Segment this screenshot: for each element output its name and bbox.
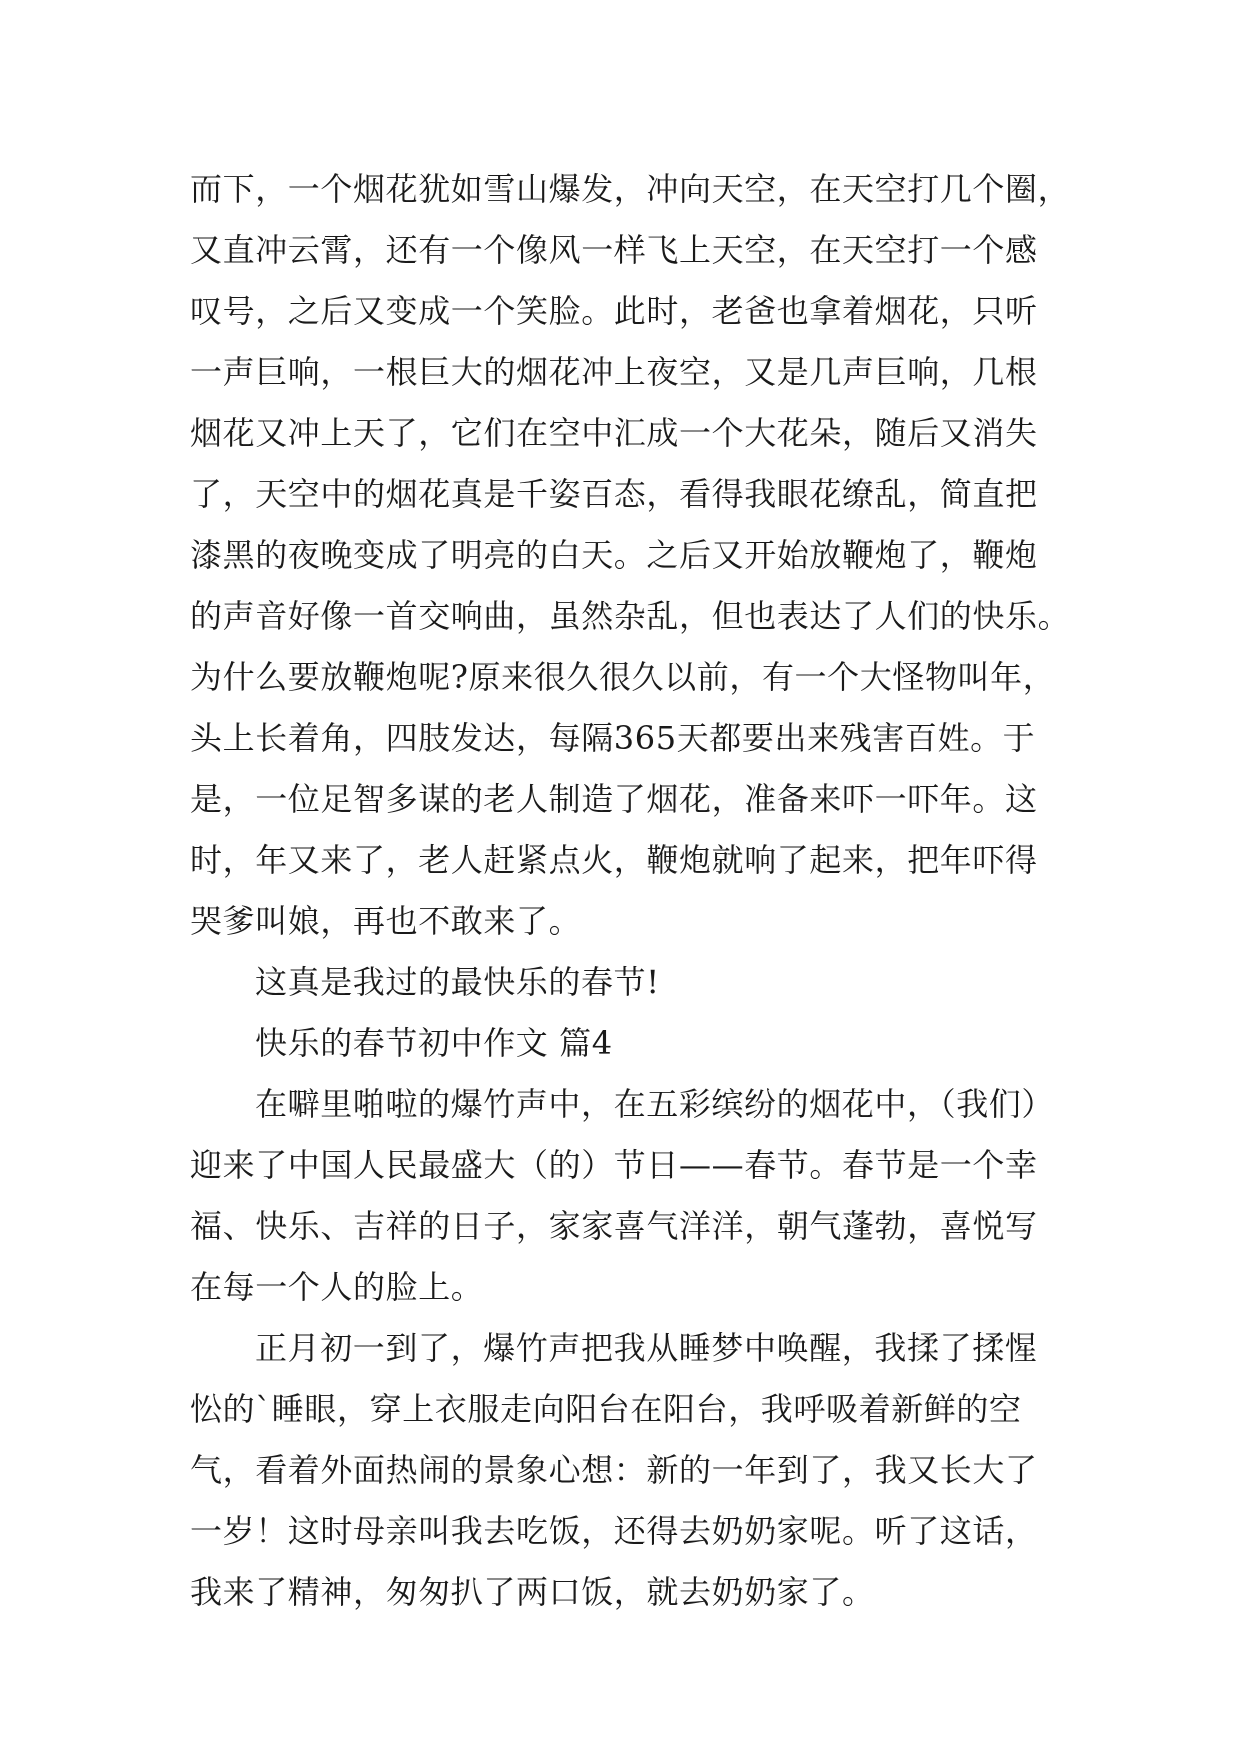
text-line: 气，看着外面热闹的景象心想：新的一年到了，我又长大了 xyxy=(190,1451,1038,1489)
text-line: 而下，一个烟花犹如雪山爆发，冲向天空，在天空打几个圈， xyxy=(190,170,1071,208)
text-line: 是，一位足智多谋的老人制造了烟花，准备来吓一吓年。这 xyxy=(190,780,1038,818)
text-line: 哭爹叫娘，再也不敢来了。 xyxy=(190,902,582,940)
text-line: 漆黑的夜晚变成了明亮的白天。之后又开始放鞭炮了，鞭炮 xyxy=(190,536,1038,574)
text-line: 的声音好像一首交响曲，虽然杂乱，但也表达了人们的快乐。 xyxy=(190,597,1071,635)
text-line: 一声巨响，一根巨大的烟花冲上夜空，又是几声巨响，几根 xyxy=(190,353,1038,391)
text-line: 一岁！这时母亲叫我去吃饭，还得去奶奶家呢。听了这话， xyxy=(190,1512,1038,1550)
paragraph-first-line: 在噼里啪啦的爆竹声中，在五彩缤纷的烟花中，（我们） xyxy=(255,1085,1055,1123)
text-line: 头上长着角，四肢发达，每隔365天都要出来残害百姓。于 xyxy=(190,719,1036,757)
section-heading: 快乐的春节初中作文 篇4 xyxy=(255,1024,613,1062)
text-line: 在每一个人的脸上。 xyxy=(190,1268,484,1306)
text-line: 福、快乐、吉祥的日子，家家喜气洋洋，朝气蓬勃，喜悦写 xyxy=(190,1207,1038,1245)
text-line: 为什么要放鞭炮呢?原来很久很久以前，有一个大怪物叫年， xyxy=(190,658,1056,696)
text-line: 迎来了中国人民最盛大（的）节日——春节。春节是一个幸 xyxy=(190,1146,1038,1184)
text-line: 我来了精神，匆匆扒了两口饭，就去奶奶家了。 xyxy=(190,1573,875,1611)
closing-sentence: 这真是我过的最快乐的春节! xyxy=(255,963,660,1001)
document-body xyxy=(190,159,1070,1623)
text-line: 又直冲云霄，还有一个像风一样飞上天空，在天空打一个感 xyxy=(190,231,1038,269)
text-line: 忪的`睡眼，穿上衣服走向阳台在阳台，我呼吸着新鲜的空 xyxy=(190,1390,1022,1428)
text-line: 时，年又来了，老人赶紧点火，鞭炮就响了起来，把年吓得 xyxy=(190,841,1038,879)
text-line: 了，天空中的烟花真是千姿百态，看得我眼花缭乱，简直把 xyxy=(190,475,1038,513)
text-line: 叹号，之后又变成一个笑脸。此时，老爸也拿着烟花，只听 xyxy=(190,292,1038,330)
paragraph-first-line: 正月初一到了，爆竹声把我从睡梦中唤醒，我揉了揉惺 xyxy=(255,1329,1038,1367)
text-line: 烟花又冲上天了，它们在空中汇成一个大花朵，随后又消失 xyxy=(190,414,1038,452)
